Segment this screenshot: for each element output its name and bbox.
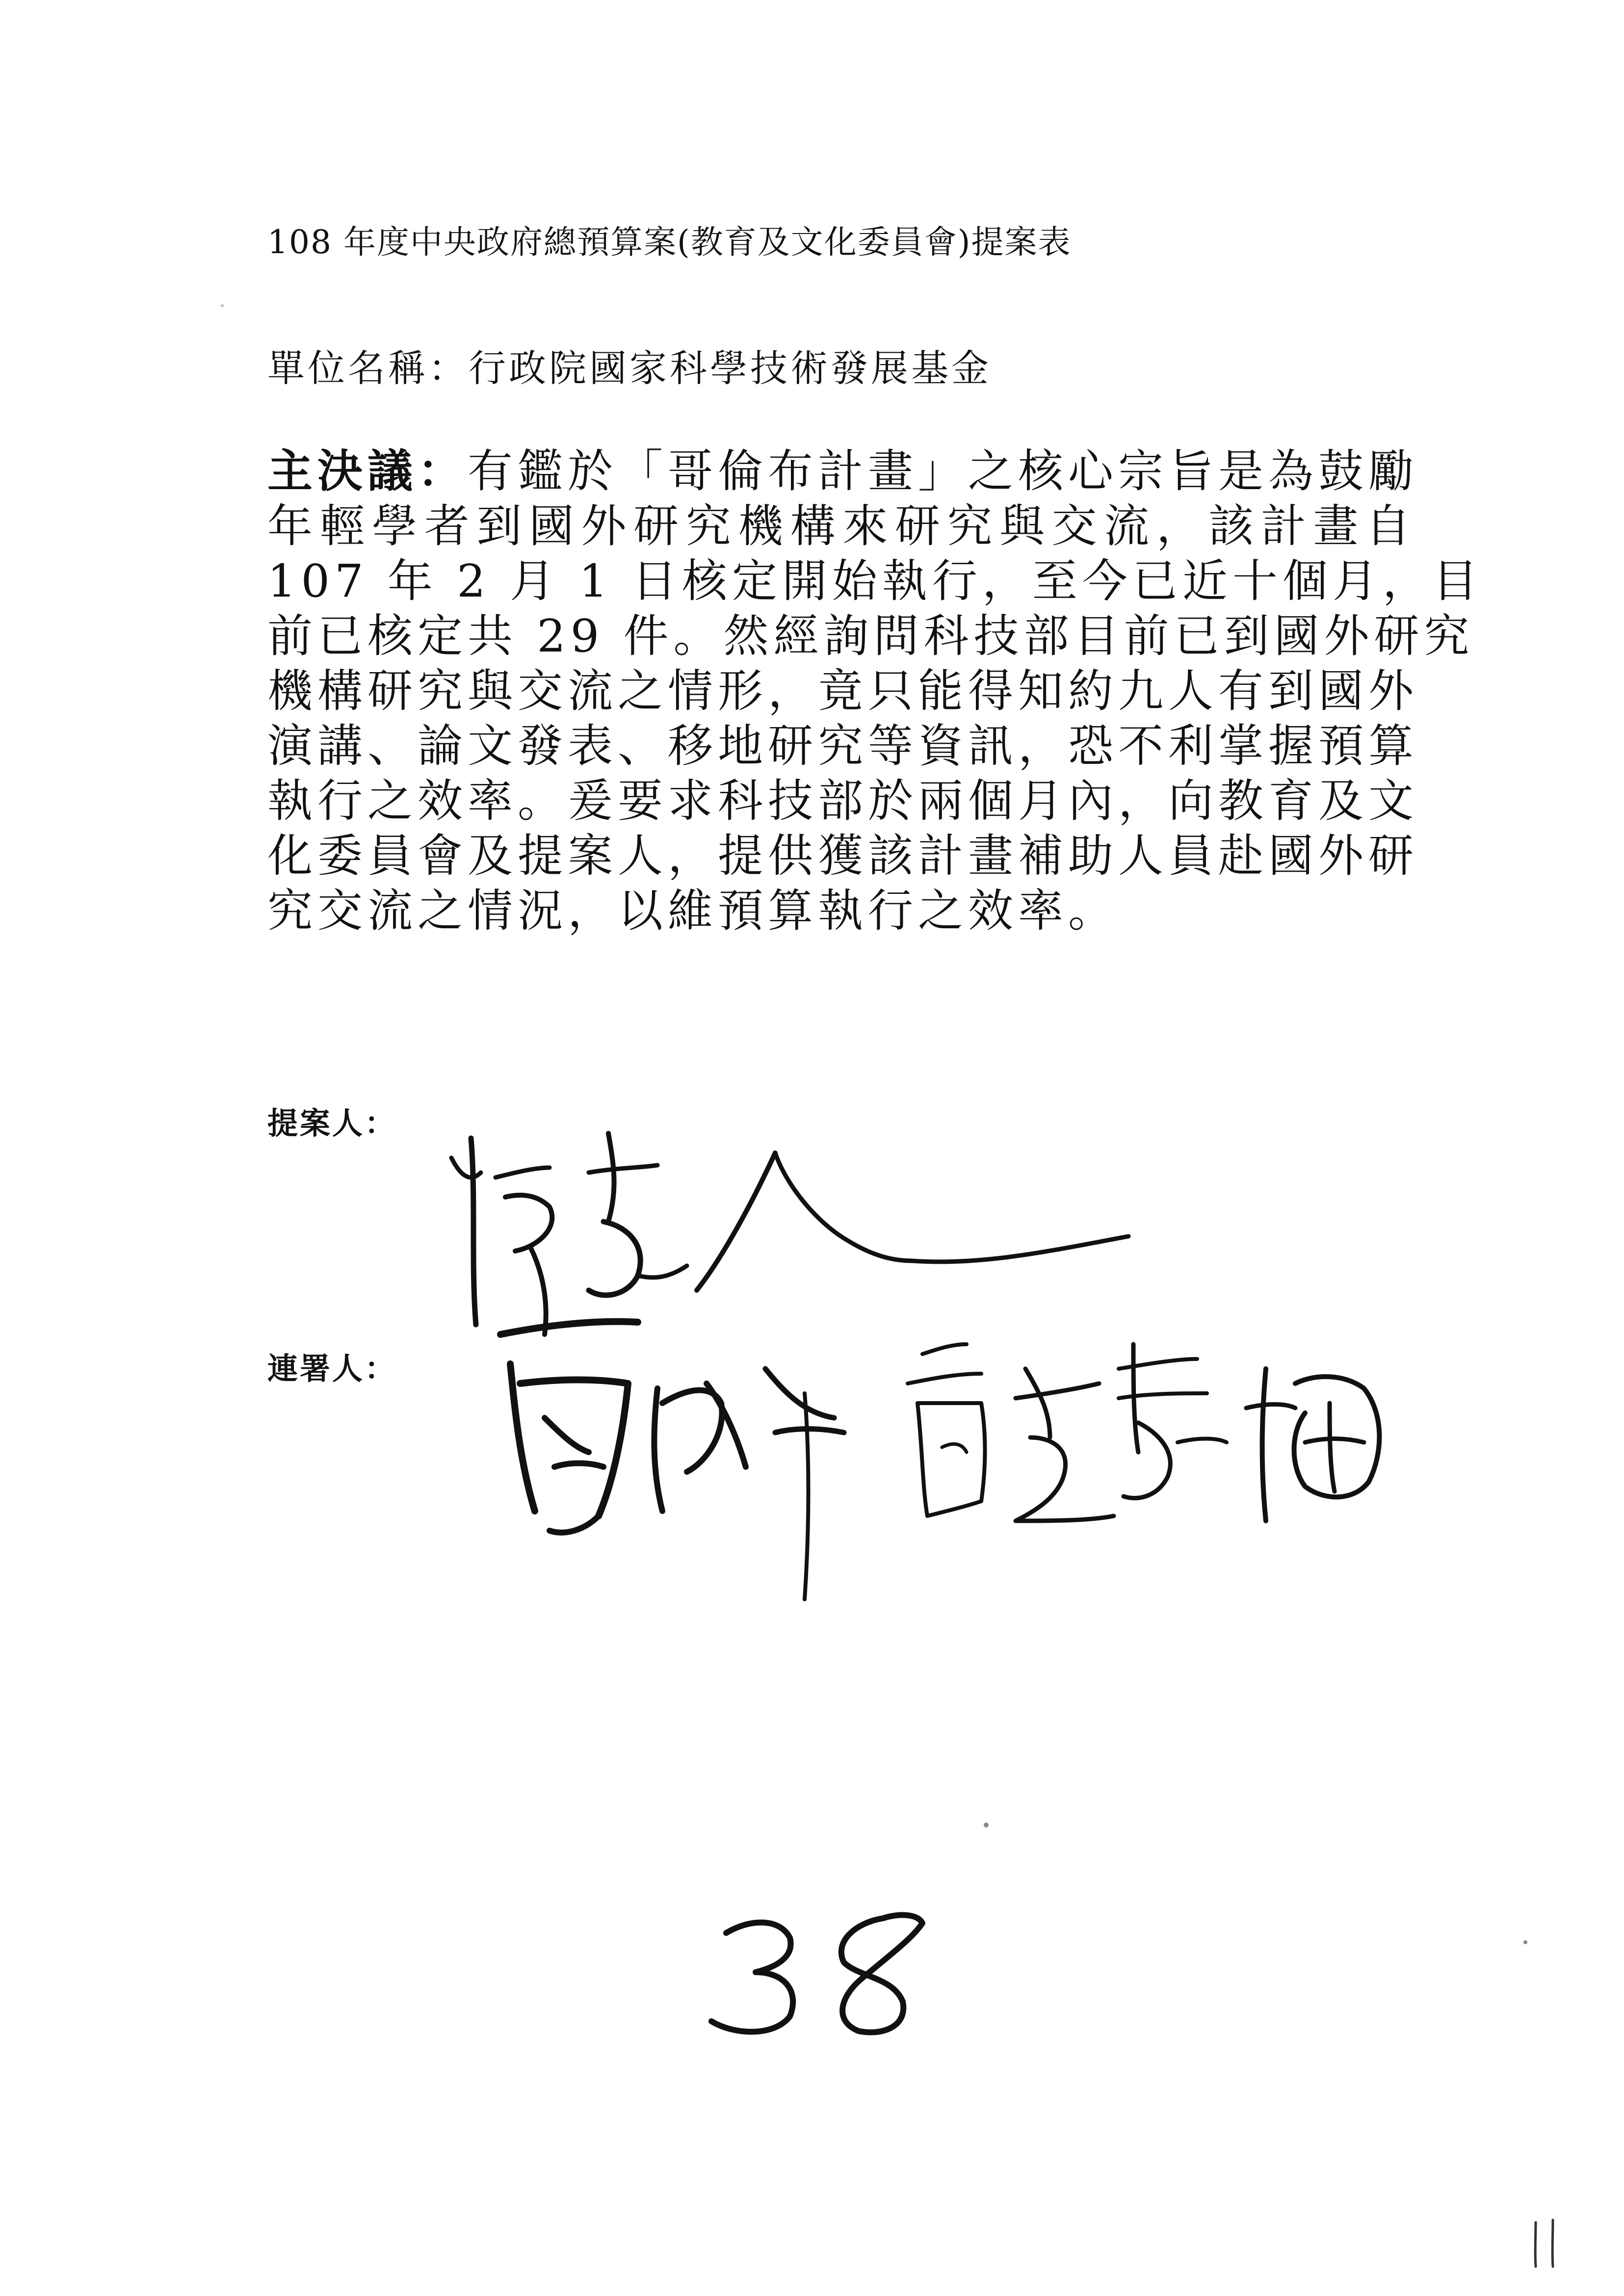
resolution-block bbox=[267, 444, 1483, 939]
resolution-line: 執行之效率。爰要求科技部於兩個月內，向教育及文 bbox=[267, 775, 1419, 827]
resolution-line: 機構研究與交流之情形，竟只能得知約九人有到國外 bbox=[267, 665, 1419, 717]
corner-handwritten-mark bbox=[1526, 2218, 1565, 2271]
handwritten-page-number bbox=[697, 1904, 932, 2041]
unit-name: 行政院國家科學技術發展基金 bbox=[469, 346, 992, 390]
resolution-text: 有鑑於「哥倫布計畫」之核心宗旨是為鼓勵 bbox=[468, 445, 1419, 497]
scan-speck bbox=[221, 304, 224, 307]
document-title: 108 年度中央政府總預算案(教育及文化委員會)提案表 bbox=[267, 223, 1072, 261]
resolution-line: 化委員會及提案人，提供獲該計畫補助人員赴國外研 bbox=[267, 830, 1419, 882]
cosigner-signature-2 bbox=[903, 1325, 1393, 1550]
proposer-label: 提案人： bbox=[267, 1105, 397, 1141]
resolution-line bbox=[267, 444, 1419, 499]
cosigner-signature-1 bbox=[491, 1305, 873, 1609]
resolution-line: 演講、論文發表、移地研究等資訊，恐不利掌握預算 bbox=[267, 720, 1419, 772]
cosigner-label: 連署人： bbox=[267, 1351, 397, 1386]
scan-speck bbox=[1523, 1940, 1527, 1944]
resolution-line: 究交流之情況，以維預算執行之效率。 bbox=[267, 885, 1119, 937]
resolution-line: 107 年 2 月 1 日核定開始執行，至今已近十個月，目 bbox=[267, 555, 1483, 607]
resolution-line: 年輕學者到國外研究機構來研究與交流，該計畫自 bbox=[267, 500, 1415, 552]
scan-speck bbox=[984, 1823, 989, 1827]
unit-label: 單位名稱： bbox=[267, 346, 469, 390]
unit-line bbox=[267, 339, 992, 392]
resolution-label: 主決議： bbox=[267, 445, 468, 497]
resolution-line: 前已核定共 29 件。然經詢問科技部目前已到國外研究 bbox=[267, 610, 1474, 662]
